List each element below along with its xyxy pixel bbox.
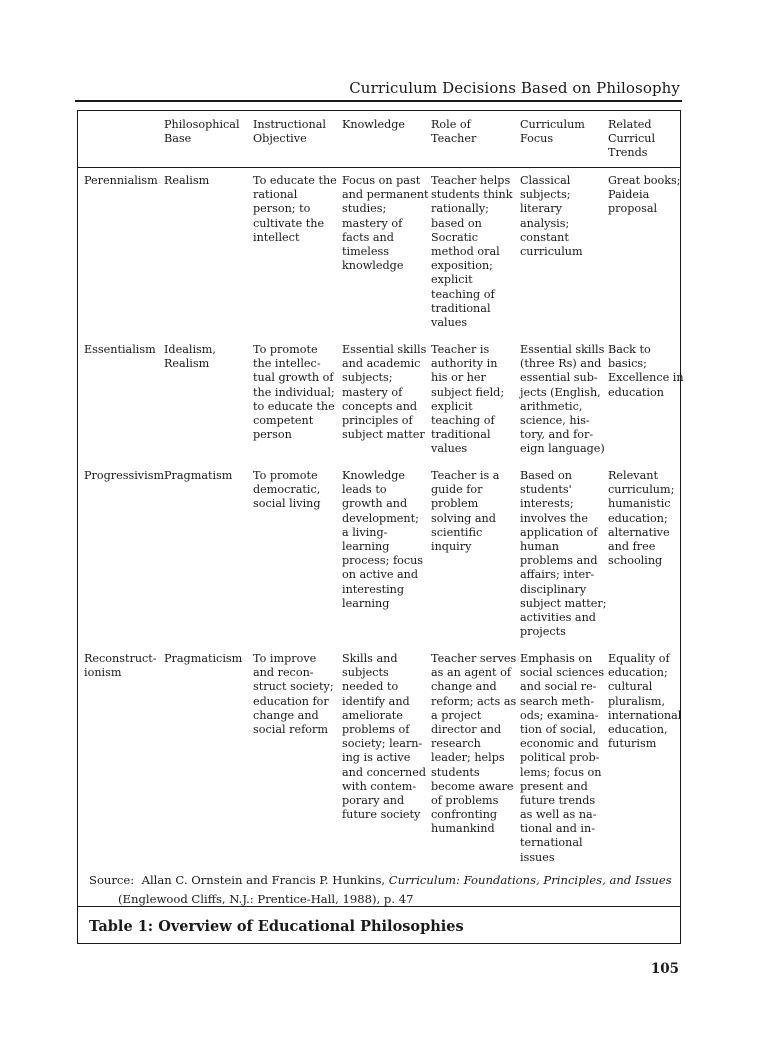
cell-line: Objective (253, 132, 307, 146)
cell-line: ameliorate (342, 708, 403, 722)
cell-line: identify and (342, 694, 410, 708)
row-label (84, 174, 158, 188)
cell-line: Teacher helps (431, 174, 511, 187)
cell-line: principles of (342, 413, 413, 427)
cell-line: person; to (253, 202, 311, 216)
table-cell-focus (520, 343, 605, 457)
cell-line: projects (520, 625, 566, 639)
cell-line: affairs; inter- (520, 568, 595, 582)
cell-line: basics; (608, 357, 647, 371)
table-cell-base (164, 343, 216, 371)
cell-line: subjects; (342, 371, 393, 385)
cell-line: education for (253, 694, 329, 708)
cell-line: society; learn- (342, 737, 423, 751)
cell-line: ternational (520, 836, 583, 850)
cell-line: problem (431, 497, 479, 511)
cell-line: values (431, 315, 468, 329)
cell-line: concepts and (342, 399, 418, 413)
cell-line: Reconstruct- (84, 652, 157, 665)
cell-line: schooling (608, 554, 663, 568)
cell-line: Paideia (608, 188, 650, 202)
cell-line: literary (520, 202, 562, 216)
cell-line: Teacher (431, 132, 477, 146)
cell-line: and free (608, 539, 656, 553)
cell-line: tional and in- (520, 822, 595, 836)
cell-line: Relevant (608, 469, 658, 482)
cell-line: Realism (164, 357, 210, 371)
cell-line: education; (608, 511, 668, 525)
cell-line: Instructional (253, 118, 326, 131)
table-cell-teacher (431, 343, 504, 457)
cell-line: science, his- (520, 413, 590, 427)
cell-line: Essential skills (520, 343, 605, 356)
table-cell-trends (608, 343, 684, 400)
cell-line: interesting (342, 582, 405, 596)
cell-line: facts and (342, 230, 394, 244)
cell-line: subject field; (431, 385, 505, 399)
cell-line: social living (253, 497, 321, 511)
cell-line: curriculum (520, 244, 583, 258)
cell-line: change and (431, 680, 497, 694)
cell-line: confronting (431, 808, 498, 822)
column-header-4 (431, 118, 476, 146)
cell-line: Socratic (431, 230, 479, 244)
cell-line: problems of (342, 722, 410, 736)
cell-line: disciplinary (520, 582, 587, 596)
cell-line: intellect (253, 230, 300, 244)
column-header-3 (342, 118, 405, 132)
cell-line: the intellec- (253, 357, 321, 371)
cell-line: subject matter (342, 428, 425, 442)
table-cell-knowledge (342, 174, 429, 273)
cell-line: social sciences (520, 666, 605, 680)
cell-line: Skills and (342, 652, 398, 665)
cell-line: Classical (520, 174, 571, 187)
source-line-2: (Englewood Cliffs, N.J.: Prentice-Hall, 1988), p. 47 (118, 891, 414, 906)
cell-line: Progressivism (84, 469, 165, 482)
cell-line: pluralism, (608, 694, 666, 708)
cell-line: authority in (431, 357, 498, 371)
cell-line: future trends (520, 793, 596, 807)
cell-line: application of (520, 525, 598, 539)
cell-line: Curriculum (520, 118, 585, 131)
cell-line: values (431, 442, 468, 456)
cell-line: the individual; (253, 385, 335, 399)
table-cell-objective (253, 174, 337, 245)
cell-line: traditional (431, 428, 491, 442)
cell-line: with contem- (342, 779, 417, 793)
cell-line: issues (520, 850, 555, 864)
cell-line: method oral (431, 244, 500, 258)
cell-line: Base (164, 132, 192, 146)
cell-line: To promote (253, 343, 318, 356)
cell-line: of problems (431, 793, 499, 807)
cell-line: subjects (342, 666, 389, 680)
table-cell-trends (608, 469, 674, 568)
cell-line: studies; (342, 202, 387, 216)
table-cell-knowledge (342, 343, 426, 442)
cell-line: and concerned (342, 765, 427, 779)
source-note (89, 871, 672, 908)
cell-line: Knowledge (342, 469, 406, 482)
cell-line: learning (342, 596, 390, 610)
cell-line: leads to (342, 483, 387, 497)
cell-line: process; focus (342, 554, 424, 568)
cell-line: knowledge (342, 259, 404, 273)
table-cell-knowledge (342, 652, 426, 822)
cell-line: futurism (608, 737, 657, 751)
cell-line: guide for (431, 483, 483, 497)
cell-line: Philosophical (164, 118, 240, 131)
page-number: 105 (650, 961, 679, 977)
table-cell-focus (520, 469, 607, 639)
table-cell-knowledge (342, 469, 423, 611)
table-cell-base (164, 652, 242, 666)
table-cell-focus (520, 174, 583, 259)
cell-line: To educate the (253, 174, 337, 187)
cell-line: social reform (253, 722, 328, 736)
cell-line: Teacher serves (431, 652, 517, 665)
cell-line: Focus (520, 132, 554, 146)
cell-line: To improve (253, 652, 317, 665)
row-label (84, 343, 156, 357)
cell-line: future society (342, 808, 421, 822)
cell-line: person (253, 428, 292, 442)
cell-line: involves the (520, 511, 588, 525)
cell-line: traditional (431, 301, 491, 315)
cell-line: interests; (520, 497, 574, 511)
cell-line: Realism (164, 174, 210, 187)
table-caption: Table 1: Overview of Educational Philosophies (89, 918, 464, 935)
cell-line: essential sub- (520, 371, 598, 385)
cell-line: lems; focus on (520, 765, 602, 779)
cell-line: Pragmaticism (164, 652, 243, 665)
cell-line: competent (253, 413, 314, 427)
row-label (84, 652, 157, 680)
cell-line: Essential skills (342, 343, 427, 356)
table-cell-trends (608, 174, 681, 217)
cell-line: subject matter; (520, 596, 607, 610)
source-label: Source: (89, 873, 135, 887)
cell-line: based on (431, 216, 482, 230)
column-header-1 (164, 118, 240, 146)
cell-line: learning (342, 539, 390, 553)
cell-line: subjects; (520, 188, 571, 202)
cell-line: ing is active (342, 751, 411, 765)
cell-line: Curricul (608, 132, 656, 146)
running-head-rule (75, 100, 682, 102)
table-header-rule (77, 167, 681, 168)
cell-line: rational (253, 188, 298, 202)
cell-line: international (608, 708, 682, 722)
cell-line: to educate the (253, 399, 335, 413)
row-label (84, 469, 164, 483)
cell-line: education; (608, 666, 668, 680)
table-cell-teacher (431, 652, 516, 836)
table-cell-objective (253, 469, 321, 512)
cell-line: alternative (608, 525, 670, 539)
cell-line: a living- (342, 525, 388, 539)
cell-line: political prob- (520, 751, 600, 765)
cell-line: tion of social, (520, 722, 597, 736)
cell-line: explicit (431, 399, 473, 413)
cell-line: Teacher is a (431, 469, 500, 482)
cell-line: as an agent of (431, 666, 511, 680)
cell-line: Based on (520, 469, 572, 482)
column-header-6 (608, 118, 655, 161)
column-header-5 (520, 118, 585, 146)
table-cell-objective (253, 343, 335, 442)
table-cell-teacher (431, 469, 499, 554)
cell-line: education (608, 385, 664, 399)
cell-line: timeless (342, 244, 389, 258)
cell-line: as well as na- (520, 808, 597, 822)
cell-line: (three Rs) and (520, 357, 602, 371)
cell-line: needed to (342, 680, 399, 694)
cell-line: students' (520, 483, 572, 497)
cell-line: search meth- (520, 694, 595, 708)
table-cell-base (164, 469, 232, 483)
cell-line: and academic (342, 357, 421, 371)
table-cell-teacher (431, 174, 513, 330)
cell-line: Focus on past (342, 174, 421, 187)
table-cell-objective (253, 652, 334, 737)
cell-line: mastery of (342, 385, 403, 399)
cell-line: Trends (608, 146, 648, 160)
cell-line: humankind (431, 822, 495, 836)
cell-line: present and (520, 779, 588, 793)
cell-line: Essentialism (84, 343, 156, 356)
cell-line: and recon- (253, 666, 314, 680)
cell-line: Idealism, (164, 343, 216, 356)
cell-line: constant (520, 230, 569, 244)
cell-line: economic and (520, 737, 599, 751)
cell-line: explicit (431, 273, 473, 287)
cell-line: democratic, (253, 483, 321, 497)
cell-line: Perennialism (84, 174, 158, 187)
cell-line: struct society; (253, 680, 334, 694)
cell-line: teaching of (431, 287, 495, 301)
cell-line: Role of (431, 118, 471, 131)
cell-line: his or her (431, 371, 486, 385)
cell-line: To promote (253, 469, 318, 482)
cell-line: a project (431, 708, 482, 722)
cell-line: rationally; (431, 202, 489, 216)
cell-line: director and (431, 722, 502, 736)
cell-line: Related (608, 118, 652, 131)
cell-line: Equality of (608, 652, 670, 665)
cell-line: reform; acts as (431, 694, 517, 708)
table-cell-trends (608, 652, 681, 751)
cell-line: curriculum; (608, 483, 675, 497)
cell-line: growth and (342, 497, 408, 511)
source-line-1 (89, 871, 672, 890)
cell-line: Great books; (608, 174, 681, 187)
running-head: Curriculum Decisions Based on Philosophy (349, 79, 680, 97)
cell-line: Pragmatism (164, 469, 233, 482)
cell-line: and permanent (342, 188, 429, 202)
cell-line: ods; examina- (520, 708, 599, 722)
cell-line: Knowledge (342, 118, 406, 131)
table-cell-base (164, 174, 209, 188)
column-header-2 (253, 118, 326, 146)
cell-line: jects (English, (520, 385, 601, 399)
cell-line: exposition; (431, 259, 493, 273)
cell-line: Teacher is (431, 343, 490, 356)
cell-line: problems and (520, 554, 598, 568)
cell-line: Excellence in (608, 371, 684, 385)
cell-line: research (431, 737, 481, 751)
cell-line: ionism (84, 666, 122, 680)
cell-line: students think (431, 188, 513, 202)
cell-line: activities and (520, 610, 596, 624)
cell-line: arithmetic, (520, 399, 583, 413)
cell-line: mastery of (342, 216, 403, 230)
cell-line: students (431, 765, 480, 779)
cell-line: cultivate the (253, 216, 325, 230)
cell-line: tual growth of (253, 371, 334, 385)
cell-line: scientific (431, 525, 483, 539)
cell-line: leader; helps (431, 751, 505, 765)
cell-line: teaching of (431, 413, 495, 427)
cell-line: education, (608, 722, 668, 736)
cell-line: human (520, 539, 559, 553)
cell-line: humanistic (608, 497, 671, 511)
cell-line: porary and (342, 793, 405, 807)
cell-line: change and (253, 708, 319, 722)
table-cell-focus (520, 652, 604, 865)
cell-line: and social re- (520, 680, 597, 694)
cell-line: tory, and for- (520, 428, 594, 442)
cell-line: on active and (342, 568, 419, 582)
cell-line: analysis; (520, 216, 570, 230)
cell-line: Back to (608, 343, 651, 356)
cell-line: solving and (431, 511, 496, 525)
cell-line: eign language) (520, 442, 605, 456)
cell-line: Emphasis on (520, 652, 593, 665)
source-authors: Allan C. Ornstein and Francis P. Hunkins, (141, 873, 386, 887)
source-book-title: Curriculum: Foundations, Principles, and Issues (388, 873, 672, 887)
cell-line: cultural (608, 680, 653, 694)
cell-line: development; (342, 511, 419, 525)
cell-line: become aware (431, 779, 514, 793)
cell-line: inquiry (431, 539, 472, 553)
cell-line: proposal (608, 202, 658, 216)
